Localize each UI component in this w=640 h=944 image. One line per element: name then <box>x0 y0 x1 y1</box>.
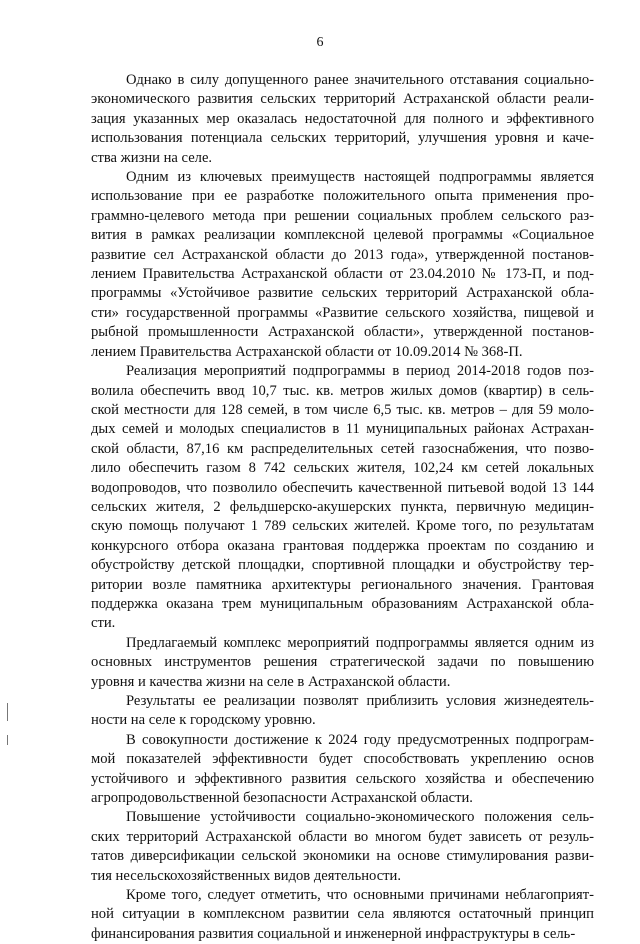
text-line: поддержка оказана трем муниципальным образованиям Астраханской обла- <box>91 595 594 612</box>
text-line: Одним из ключевых преимуществ настоящей подпрограммы является <box>126 169 594 186</box>
text-line: экономического развития сельских территорий Астраханской области реали- <box>91 91 594 108</box>
text-line: рыбной промышленности Астраханской области», утвержденной постанов- <box>91 324 594 341</box>
body-text <box>91 71 594 944</box>
text-line: дых семей и молодых специалистов в 11 муниципальных районах Астрахан- <box>91 421 594 438</box>
text-line: Кроме того, следует отметить, что основными причинами неблагоприят- <box>126 887 594 904</box>
text-line: лением Правительства Астраханской области от 23.04.2010 № 173-П, и под- <box>91 266 594 283</box>
text-line: водопроводов, что позволило обеспечить качественной питьевой водой 13 144 <box>91 479 594 496</box>
text-line: конкурсного отбора оказана грантовая поддержка проектам по созданию и <box>91 537 594 554</box>
text-line: обустройству детской площадки, спортивной площадки и обустройству тер- <box>91 557 594 574</box>
paragraph <box>91 808 594 886</box>
text-line: Предлагаемый комплекс мероприятий подпрограммы является одним из <box>126 634 594 651</box>
text-line: Повышение устойчивости социально-экономического положения сель- <box>126 809 594 826</box>
text-line: тия несельскохозяйственных видов деятельности. <box>91 867 402 884</box>
text-line: зация указанных мер оказалась недостаточной для полного и эффективного <box>91 110 594 127</box>
text-line: использование при ее разработке положительного опыта применения про- <box>91 188 594 205</box>
text-line: сельских жителя, 2 фельдшерско-акушерских пункта, первичную медицин- <box>91 498 594 515</box>
text-line: Реализация мероприятий подпрограммы в период 2014-2018 годов поз- <box>126 363 594 380</box>
text-line: скую помощь получают 1 789 сельских жителей. Кроме того, по результатам <box>91 518 594 535</box>
text-line: Однако в силу допущенного ранее значительного отставания социально- <box>126 72 594 88</box>
text-line: вития в рамках реализации комплексной целевой программы «Социальное <box>91 227 594 244</box>
margin-scan-mark <box>7 703 8 721</box>
page-number: 6 <box>316 35 324 50</box>
text-line: татов диверсификации сельской экономики на основе стимулирования разви- <box>91 848 594 865</box>
text-line: ской местности для 128 семей, в том числе 6,5 тыс. кв. метров – для 59 моло- <box>91 401 594 418</box>
text-line: ства жизни на селе. <box>91 149 213 166</box>
text-line: ной ситуации в комплексном развитии села являются остаточный принцип <box>91 906 594 923</box>
text-line: ритории возле памятника архитектуры регионального значения. Грантовая <box>91 576 594 593</box>
text-line: основных инструментов решения стратегической задачи по повышению <box>91 654 594 671</box>
text-line: уровня и качества жизни на селе в Астраханской области. <box>91 673 451 690</box>
text-line: мой показателей эффективности будет способствовать укреплению основ <box>91 751 594 768</box>
text-line: использования потенциала сельских территорий, улучшения уровня и каче- <box>91 130 594 147</box>
text-line: граммно-целевого метода при решении социальных проблем сельского раз- <box>91 207 594 224</box>
text-line: Результаты ее реализации позволят приблизить условия жизнедеятель- <box>126 693 594 709</box>
text-line: ских территорий Астраханской области во многом будет зависеть от резуль- <box>91 828 594 845</box>
text-line: развитие сел Астраханской области до 2013 года», утвержденной постанов- <box>91 246 594 263</box>
margin-scan-mark <box>7 735 8 745</box>
paragraph <box>91 731 594 809</box>
text-line: устойчивого и эффективного развития сельского хозяйства и обеспечению <box>91 770 594 787</box>
text-line: В совокупности достижение к 2024 году предусмотренных подпрограм- <box>126 731 594 748</box>
text-line: сти. <box>91 615 116 632</box>
paragraph <box>91 692 594 731</box>
text-line: ской области, 87,16 км распределительных сетей газоснабжения, что позво- <box>91 440 594 457</box>
text-line: программы «Устойчивое развитие сельских территорий Астраханской обла- <box>91 285 594 302</box>
text-line: ности на селе к городскому уровню. <box>91 712 316 729</box>
text-line: волила обеспечить ввод 10,7 тыс. кв. метров жилых домов (квартир) в сель- <box>91 382 594 399</box>
text-line: лением Правительства Астраханской области от 10.09.2014 № 368-П. <box>91 343 523 360</box>
paragraph <box>91 71 594 168</box>
text-line: сти» государственной программы «Развитие сельского хозяйства, пищевой и <box>91 304 594 321</box>
text-line: агропродовольственной безопасности Астраханской области. <box>91 790 473 807</box>
paragraph <box>91 168 594 362</box>
paragraph <box>91 886 594 944</box>
paragraph <box>91 634 594 692</box>
text-line: финансирования развития социальной и инженерной инфраструктуры в сель- <box>91 925 576 942</box>
text-line: лило обеспечить газом 8 742 сельских жителя, 102,24 км сетей локальных <box>91 460 594 477</box>
paragraph <box>91 362 594 634</box>
